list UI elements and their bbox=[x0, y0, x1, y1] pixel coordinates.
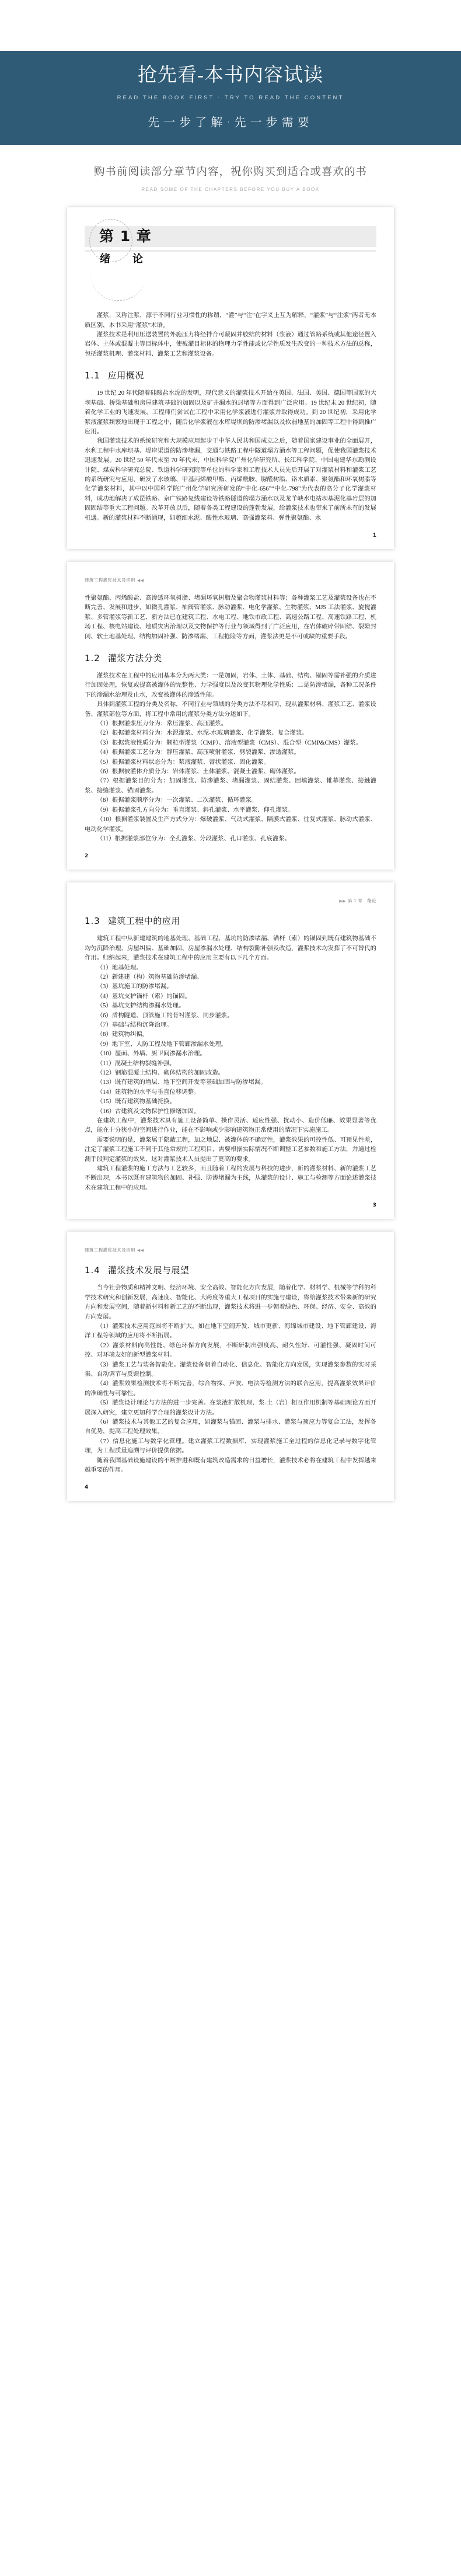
list-item: （1）地基处理。 bbox=[96, 964, 142, 971]
section-number: 1.2 bbox=[85, 653, 100, 663]
book-page-3 bbox=[67, 882, 394, 1219]
section-heading-1-3 bbox=[85, 915, 376, 927]
running-head-verso bbox=[85, 1247, 376, 1253]
list-item: （9）根据灌浆孔方向分为：垂直灌浆、斜孔灌浆、水平灌浆、仰孔灌浆。 bbox=[96, 806, 294, 814]
book-page-1 bbox=[67, 207, 394, 549]
list-item: （12）钢筋混凝土结构、砌体结构的加固改造。 bbox=[96, 1070, 224, 1076]
section-title: 应用概况 bbox=[107, 370, 144, 381]
page-2-section-body bbox=[85, 672, 376, 844]
list-item: （7）根据灌浆目的分为：加固灌浆、防渗灌浆、堵漏灌浆、固结灌浆、回填灌浆、帷幕灌浆、接触灌浆、接缝灌浆、锚固灌浆。 bbox=[85, 778, 376, 794]
paragraph: （5）灌浆设计理论与方法的进一步完善。在浆液扩散机理、浆-土（岩）相互作用机制等基础理论方面开展深入研究，建立更加科学合理的灌浆设计方法。 bbox=[85, 1400, 376, 1416]
list-item: （6）盾构隧道、顶管施工的背衬灌浆、同步灌浆。 bbox=[96, 1012, 233, 1019]
paragraph: 随着我国基础设施建设的不断推进和既有建筑改造需求的日益增长，灌浆技术必将在建筑工程中发挥越来越重要的作用。 bbox=[85, 1457, 376, 1473]
top-spacer bbox=[0, 0, 461, 51]
list-item: （7）基础与结构沉降治理。 bbox=[96, 1021, 173, 1028]
section-number: 1.1 bbox=[85, 370, 100, 381]
paragraph: 性聚氨酯、丙烯酸盐、高渗透环氧树脂、堵漏环氧树脂及聚合物灌浆材料等；各种灌浆工艺及灌浆设备也在不断完善、发展和进步，如微孔灌浆、袖阀管灌浆、脉动灌浆、电化学灌浆、生物灌浆、MJS 工法灌浆、旋搅灌浆、多管灌浆等新工艺、新方法已在建筑工程、水电工程、地铁市政工程、高速公路工程、高速铁路工程、机场工程、核电站建设、地质灾害治理以及文物保护等行业与领域得到了广泛应用，在岩体破碎带固结、裂隙封闭、软土地基处理、结构加固补强、防渗堵漏、工程抢险等方面，灌浆法更是不可或缺的重要手段。 bbox=[85, 595, 376, 640]
paragraph: 灌浆，又称注浆，源于不同行业习惯性的称谓，“灌”与“注”在字义上互为解释，“灌浆”与“注浆”两者无本质区别，本书采用“灌浆”术语。 bbox=[85, 312, 376, 329]
list-item: （13）既有建筑的增层、地下空间开发等基础加固与防渗堵漏。 bbox=[96, 1079, 267, 1086]
running-head-text: 建筑工程灌浆技术及应用 bbox=[85, 1247, 135, 1253]
list-item: （11）混凝土结构裂缝补强。 bbox=[96, 1060, 176, 1067]
list-item: （2）根据灌浆材料分为：水泥灌浆、水泥-水玻璃灌浆、化学灌浆、复合灌浆。 bbox=[96, 730, 308, 737]
list-item: （10）根据灌浆装置及生产方式分为：爆破灌浆、气动式灌浆、隔膜式灌浆、往复式灌浆、脉动式灌浆、电动化学灌浆。 bbox=[85, 816, 376, 833]
running-head-ornament-icon: ◀◀ bbox=[137, 578, 144, 583]
chapter-arc-decoration bbox=[90, 274, 146, 301]
paragraph: （3）灌浆工艺与装备智能化。灌浆设备朝着自动化、信息化、智能化方向发展，实现灌浆参数的实时采集、自动调节与反馈控制。 bbox=[85, 1361, 376, 1378]
paragraph: 建筑工程灌浆的施工方法与工艺较多，而且随着工程的发展与科技的进步，新的灌浆材料、新的灌浆工艺不断出现，本书以既有建筑物的加固、补强、防渗堵漏为主线，从灌浆的设计、施工与检测等方面论述灌浆技术在建筑工程中的应用。 bbox=[85, 1166, 376, 1191]
running-head-ornament-icon: ◀◀ bbox=[137, 1249, 144, 1253]
paragraph: 我国灌浆技术的系统研究和大规模应用起步于中华人民共和国成立之后，随着国家建设事业的全面展开，水利工程中水库坝基、堤岸渠道的防渗堵漏，交通与铁路工程中隧道塌方涌水等工程问题，促使我国灌浆技术迅速发展。20 世纪 50 年代末至 70 年代末，中国科学院广州化学研究所、长江科学院、中国电建华东勘测设计院、煤炭科学研究总院、铁道科学研究院等单位的科学家和工程技术人员先后开展了对灌浆材料和灌浆工艺的系统研究与应用，研发了水玻璃、甲基丙烯酸甲酯、丙烯酰胺、脲醛树脂、铬木质素、聚氨酯和环氧树脂等化学灌浆材料，其中以中国科学院广州化学研究所研发的“中化-656”“中化-798”为代表的高分子化学灌浆材料，成功地解决了成昆铁路、京广铁路复线建设等铁路隧道的塌方涌水以及龙羊峡水电站坝基泥化基岩层的加固固结等重大工程问题。改革开放以后，随着各类工程建设的蓬勃发展，给灌浆技术也带来了前所未有的发展机遇。新的灌浆材料不断涌现，如超细水泥、酸性水玻璃、高强灌浆料、弹性聚氨酯、水 bbox=[85, 438, 376, 522]
paragraph: （2）灌浆材料向高性能、绿色环保方向发展，不断研制出强度高、耐久性好、可灌性强、凝固时间可控、对环境友好的新型灌浆材料。 bbox=[85, 1342, 376, 1359]
paragraph: （7）信息化施工与数字化管理。建立灌浆工程数据库，实现灌浆施工全过程的信息化记录与数字化管理，为工程质量追溯与评价提供依据。 bbox=[85, 1438, 376, 1455]
list-item: （6）根据被灌体介质分为：岩体灌浆、土体灌浆、混凝土灌浆、砌体灌浆。 bbox=[96, 769, 300, 776]
list-item: （3）基坑施工的防渗堵漏。 bbox=[96, 983, 173, 990]
section-number: 1.3 bbox=[85, 916, 100, 927]
paragraph: 19 世纪 20 年代随着硅酸盐水泥的发明，现代意义的灌浆技术开始在英国、法国、美国、德国等国家的大坝基础、桥梁基础和房屋建筑基础的加固以及矿井漏水的封堵等方面得到广泛应用。19 世纪末 20 世纪初，随着化学工业的飞速发展，工程师们尝试在工程中采用化学浆液进行灌浆并取得成功。到 20 世纪初，采用化学浆液灌浆频繁地出现于工程之中，随后化学浆液在水库堤坝的防渗堵漏以及软弱地基的加固等工程中得到推广应用。 bbox=[85, 390, 376, 435]
chapter-name: 绪 论 bbox=[100, 253, 149, 266]
hero-chinese-subtitle: 先一步了解·先一步需要 bbox=[148, 115, 313, 130]
paragraph: 建筑工程中从新建建筑的地基处理、基础工程、基坑的防渗堵漏、锚杆（索）的锚固到既有建筑物基础不均匀沉降治理、房屋纠偏、基础加固、房屋渗漏水处理、结构裂隙补强及改造，灌浆技术均发挥了不可替代的作用。归纳起来，灌浆技术在建筑工程中的应用主要有以下几个方面。 bbox=[85, 936, 376, 962]
page-number: 1 bbox=[372, 532, 376, 538]
hero-english-subtitle: READ THE BOOK FIRST · TRY TO READ THE CONTENT bbox=[117, 95, 344, 102]
page-number: 4 bbox=[85, 1485, 89, 1491]
list-item: （11）根据灌浆部位分为：全孔灌浆、分段灌浆、孔口灌浆、孔底灌浆。 bbox=[96, 835, 291, 842]
list-item: （8）根据灌浆顺序分为：一次灌浆、二次灌浆、循环灌浆。 bbox=[96, 797, 258, 804]
paragraph: 具体到灌浆工程的分类及名称，不同行业与领域的分类方法不尽相同，现从灌浆材料、灌浆工艺、灌浆设备、灌浆部位等方面，将工程中常用的灌浆分类方法分述如下。 bbox=[85, 701, 376, 718]
book-page-2 bbox=[67, 562, 394, 870]
list-item: （3）根据浆液性质分为：颗粒型灌浆（CMP）、溶液型灌浆（CMS）、混合型（CMP&CMS）灌浆。 bbox=[96, 739, 362, 746]
hero-banner bbox=[0, 51, 461, 145]
paragraph: （6）灌浆技术与其他工艺的复合应用，如灌浆与锚固、灌浆与排水、灌浆与预应力等复合工法，发挥各自优势，提高工程处理效果。 bbox=[85, 1419, 376, 1435]
list-item: （10）屋面、外墙、厨卫间渗漏水治理。 bbox=[96, 1051, 206, 1058]
paragraph: 需要说明的是，灌浆属于隐蔽工程，加之地层、被灌体的不确定性，灌浆效果的可控性低、可预见性差，注定了灌浆工程施工不同于其他常规的工程项目，需要根据实际情况不断调整工艺参数和施工方法，并通过检测手段判定灌浆的效果，这对灌浆技术人员提出了更高的要求。 bbox=[85, 1136, 376, 1163]
intro-block bbox=[0, 145, 461, 207]
chapter-number: 第 1 章 bbox=[99, 228, 152, 245]
paragraph: （4）灌浆效果检测技术将不断完善，综合物探、声波、电法等检测方法的联合应用，提高灌浆效果评价的准确性与可靠性。 bbox=[85, 1381, 376, 1397]
intro-english-line: READ SOME OF THE CHAPTERS BEFORE YOU BUY A BOOK bbox=[141, 187, 320, 193]
running-head-recto bbox=[85, 898, 376, 904]
section-title: 灌浆技术发展与展望 bbox=[107, 1265, 190, 1276]
list-item: （14）建筑物的水平与垂直位移调整。 bbox=[96, 1089, 200, 1096]
page-1-body bbox=[85, 311, 376, 359]
running-head-text: 第 1 章 绪论 bbox=[347, 898, 376, 904]
list-item: （9）地下室、人防工程及地下管廊渗漏水处理。 bbox=[96, 1041, 228, 1048]
book-page-4 bbox=[67, 1232, 394, 1501]
hero-title: 抢先看-本书内容试读 bbox=[138, 65, 323, 86]
section-heading-1-1 bbox=[85, 369, 376, 381]
section-heading-1-2 bbox=[85, 652, 376, 664]
page-4-section-body bbox=[85, 1284, 376, 1475]
section-number: 1.4 bbox=[85, 1265, 100, 1276]
paragraph: 在建筑工程中，灌浆技术具有施工设备简单、操作灵活、适应性强、扰动小、造价低廉、效果显著等优点，能在十分狭小的空间进行作业，能在不影响或少影响建筑物正常使用的情况下实施施工。 bbox=[85, 1118, 376, 1134]
chapter-heading-block bbox=[85, 226, 376, 269]
intro-chinese-line: 购书前阅读部分章节内容，祝你购买到适合或喜欢的书 bbox=[93, 165, 367, 178]
list-item: （5）根据灌浆材料状态分为：浆液灌浆、膏状灌浆、固化灌浆。 bbox=[96, 759, 270, 766]
page-number: 3 bbox=[372, 1202, 376, 1209]
section-heading-1-4 bbox=[85, 1264, 376, 1276]
paragraph: 当今社会物质和精神文明、经济环境、安全高效、智能化方向发展，随着化学、材料学、机械等学科的科学技术研究和创新发展，高速度、智能化、大跨度等重大工程项目的实施与建设，将给灌浆技术带来新的研究方向和发展空间，随着新材料和新工艺的不断出现，灌浆技术将进一步朝着绿色、环保、经济、安全、高效的方向发展。 bbox=[85, 1285, 376, 1320]
list-item: （4）基坑支护锚杆（索）的锚固。 bbox=[96, 993, 191, 1000]
page-number: 2 bbox=[85, 853, 89, 860]
list-item: （2）新建建（构）筑物基础防渗堵漏。 bbox=[96, 974, 203, 981]
running-head-verso bbox=[85, 577, 376, 583]
page-3-section-body bbox=[85, 934, 376, 1193]
page-2-lead-body bbox=[85, 594, 376, 642]
list-item: （15）既有建筑物基础托换。 bbox=[96, 1098, 176, 1106]
section-title: 建筑工程中的应用 bbox=[107, 916, 180, 927]
list-item: （4）根据灌浆工艺分为：静压灌浆、高压喷射灌浆、劈裂灌浆、渗透灌浆。 bbox=[96, 749, 300, 756]
paragraph: 灌浆技术是利用压送装置的外施压力将经拌合可凝固并胶结的材料（浆液）通过管路系统或其他途径置入岩体、土体或混凝土等目标体中，使被灌目标体的物理力学性能或化学性质发生改变的一种技术方法的总称，包括灌浆机理、灌浆材料、灌浆工艺和灌浆设备。 bbox=[85, 332, 376, 357]
list-item: （5）基坑支护结构渗漏水处理。 bbox=[96, 1003, 185, 1010]
page-1-section-body bbox=[85, 389, 376, 523]
paragraph: （1）灌浆技术应用范围将不断扩大，如在地下空间开发、城市更新、海绵城市建设、地下管廊建设、海洋工程等领域的应用将不断拓展。 bbox=[85, 1323, 376, 1340]
book-page-list bbox=[0, 207, 461, 1537]
paragraph: 灌浆技术在工程中的应用基本分为两大类：一是加固，岩体、土体、基础、结构、锚固等需补强的介质进行加固处理，恢复或提高被灌体的完整性、力学强度以及改变其物理化学性质；二是防渗堵漏，各种工况条件下的渗漏水治理及止水，改变被灌体的渗透性能。 bbox=[85, 673, 376, 698]
running-head-text: 建筑工程灌浆技术及应用 bbox=[85, 577, 135, 583]
running-head-ornament-icon: ▶▶ bbox=[339, 899, 346, 904]
list-item: （1）根据灌浆压力分为：常压灌浆、高压灌浆。 bbox=[96, 721, 228, 728]
list-item: （16）古建筑及文物保护性修缮加固。 bbox=[96, 1108, 200, 1115]
section-title: 灌浆方法分类 bbox=[107, 653, 162, 663]
list-item: （8）建筑物纠偏。 bbox=[96, 1031, 149, 1038]
